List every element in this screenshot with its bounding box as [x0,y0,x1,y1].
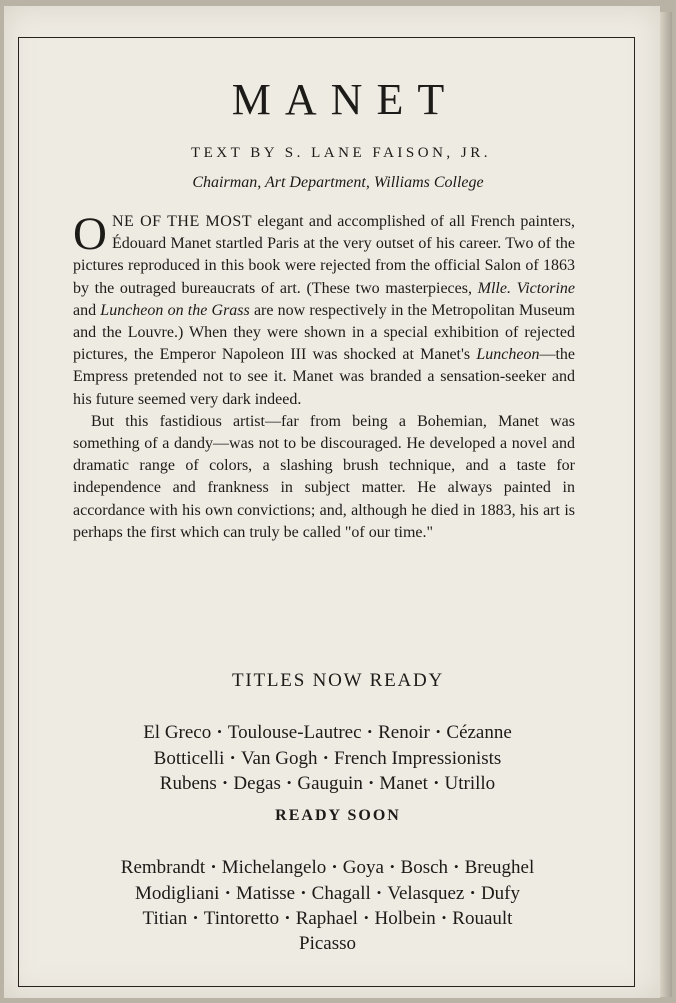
author-affiliation: Chairman, Art Department, Williams College [192,174,484,191]
book-title-item: Dufy [480,882,520,904]
book-title-item: Breughel [464,857,535,878]
book-title-item: Degas [233,773,281,794]
book-title-item: Botticelli [153,747,225,769]
bullet-separator: • [217,724,222,739]
book-title-item: Picasso [299,932,356,954]
book-title-item: Manet [379,773,428,794]
paragraph-2: But this fastidious artist—far from being a Bohemian, Manet was something of a dandy—was not to be discouraged. He developed a novel and dramatic range of colors, a slashing brush technique, and a taste for independence and frankness in subject matter. He always painted in accordance with his own convictions; and, although he died in 1883, his art is perhaps the first which can truly be called "of our time." [73,412,575,541]
book-title-item: French Impressionists [334,747,502,769]
text-span: —the Empress pretended not to see it. Manet was branded a sensation-seeker and his future seemed very dark indeed. [73,346,575,408]
book-title-item: Rubens [159,773,217,794]
bullet-separator: • [470,884,475,900]
lead-in: NE OF THE MOST [111,213,252,230]
book-title-item: Cézanne [446,722,512,743]
title-row [60,906,595,932]
titles-now-ready-list [60,720,595,797]
text-span: and [73,301,101,319]
book-title-item: Holbein [374,908,436,929]
bullet-separator: • [286,775,292,790]
book-title-item: Van Gogh [240,747,318,769]
bullet-separator: • [367,724,373,739]
book-title-item: Renoir [378,722,430,743]
book-title-item: Michelangelo [221,857,327,878]
bullet-separator: • [435,724,441,739]
title-row [60,932,595,957]
title-row [60,881,595,907]
bullet-separator: • [368,775,374,790]
bullet-separator: • [222,775,228,790]
book-title-item: Gauguin [297,773,363,794]
title-row [60,771,595,797]
bullet-separator: • [441,910,447,925]
book-title-item: Bosch [400,857,449,878]
italic-title: Mlle. Victorine [477,279,575,297]
bullet-separator: • [454,859,459,874]
title-row [60,746,595,772]
bullet-separator: • [389,859,395,874]
book-title-item: El Greco [143,722,212,743]
book-title-item: Chagall [311,882,371,904]
bullet-separator: • [332,859,337,874]
book-title-item: Matisse [236,882,296,904]
ready-soon-heading: READY SOON [275,807,401,824]
bullet-separator: • [230,749,235,765]
book-title-item: Utrillo [444,773,496,794]
bullet-separator: • [363,910,369,925]
italic-title: Luncheon [476,346,540,364]
bullet-separator: • [193,910,198,925]
text-span: elegant and accomplished of all French painters, Édouard Manet startled Paris at the very outset of his career. Two of the pictures reproduced in this book were rejected from the official Salon of 1863 by the outraged bureaucrats of art. (These two masterpieces, [73,213,575,297]
italic-title: Luncheon on the Grass [100,301,250,319]
book-title-item: Raphael [295,908,358,929]
bullet-separator: • [285,910,290,925]
titles-now-ready-heading: TITLES NOW READY [231,670,445,691]
book-title-item: Rembrandt [120,857,206,878]
book-title-item: Goya [342,857,384,878]
bullet-separator: • [323,749,329,765]
bullet-separator: • [376,884,382,900]
text-span: are now respectively in the Metropolitan Museum and the Louvre.) When they were shown in a special exhibition of rejected pictures, the Emperor Napoleon III was shocked at Manet's [73,301,575,364]
drop-cap: O [73,208,107,260]
bullet-separator: • [433,775,439,790]
book-title: MANET [231,75,459,124]
title-row [60,720,595,746]
book-title-item: Velasquez [387,882,465,904]
bullet-separator: • [301,884,306,900]
book-title-item: Modigliani [134,882,220,904]
description-text [73,208,575,544]
book-title-item: Toulouse-Lautrec [227,722,362,743]
ready-soon-list [60,855,595,956]
author-line: TEXT BY S. LANE FAISON, JR. [190,145,492,161]
bullet-separator: • [211,859,216,874]
title-row [60,855,595,881]
book-title-item: Titian [142,908,188,929]
paragraph-1 [73,208,575,411]
bullet-separator: • [225,884,230,900]
book-title-item: Rouault [452,908,513,929]
book-title-item: Tintoretto [203,908,280,929]
